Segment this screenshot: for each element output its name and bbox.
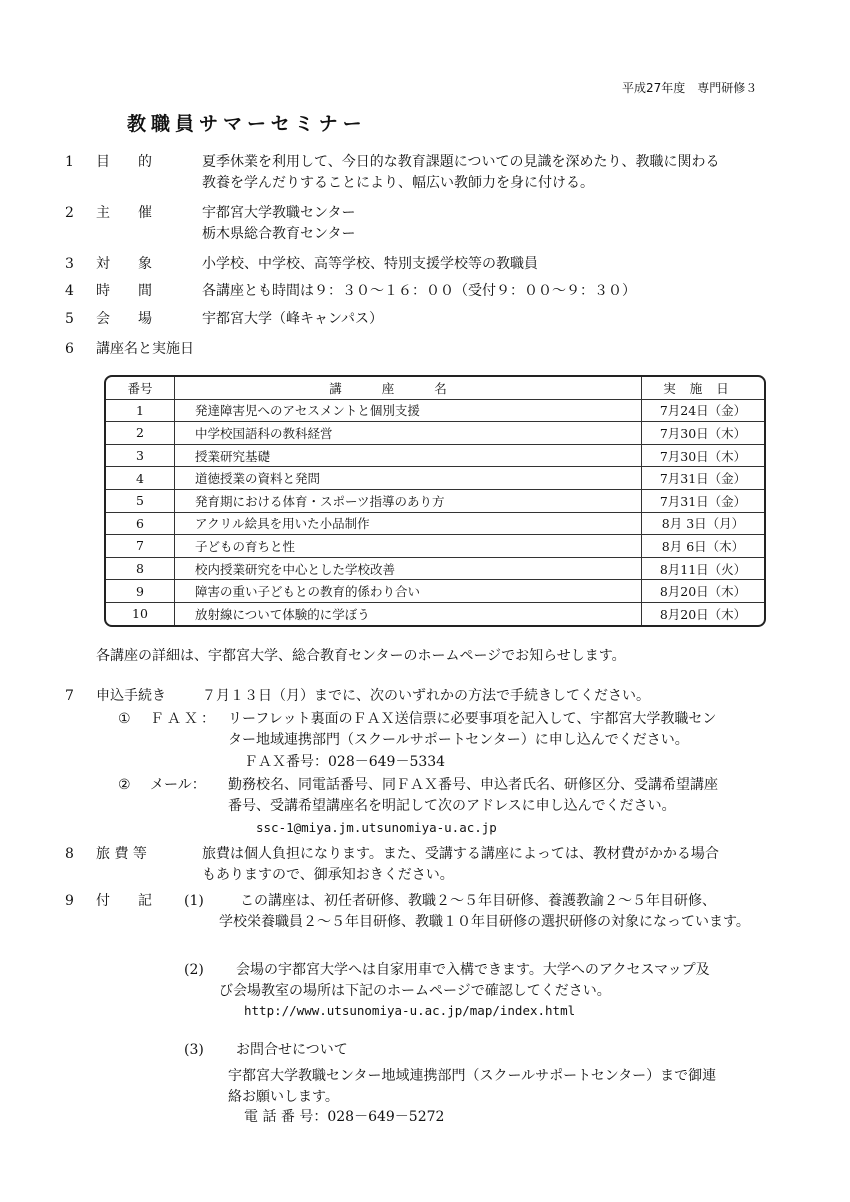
section-9-label: 付 記 <box>96 893 152 909</box>
section-2-label: 主 催 <box>96 205 152 221</box>
section-1-label: 目 的 <box>96 154 152 170</box>
course-name: 発育期における体育・スポーツ指導のあり方 <box>175 490 642 513</box>
fax-instructions-line: ター地域連携部門（スクールサポートセンター）に申し込んでください。 <box>228 732 689 748</box>
email-label: メール： <box>150 777 206 793</box>
course-number: 8 <box>106 558 175 581</box>
section-1-text-line: 夏季休業を利用して、今日的な教育課題についての見識を深めたり、教職に関わる <box>202 154 720 170</box>
course-details-note: 各講座の詳細は、宇都宮大学、総合教育センターのホームページでお知らせします。 <box>96 648 626 664</box>
course-number: 5 <box>106 490 175 513</box>
note-1-line: この講座は、初任者研修、教職２～５年目研修、養護教諭２～５年目研修、 <box>240 893 716 909</box>
table-row <box>106 603 764 625</box>
travel-cost-line: 旅費は個人負担になります。また、受講する講座によっては、教材費がかかる場合 <box>202 846 719 862</box>
section-8-number: 8 <box>65 846 74 862</box>
section-3-number: 3 <box>65 256 74 272</box>
section-9-number: 9 <box>65 893 74 909</box>
course-name: 障害の重い子どもとの教育的係わり合い <box>175 580 642 603</box>
section-6-number: 6 <box>65 341 74 357</box>
course-number: 9 <box>106 580 175 603</box>
table-header-row <box>106 377 764 400</box>
section-7-label: 申込手続き <box>96 688 166 704</box>
email-instructions-line: 勤務校名、同電話番号、同ＦＡＸ番号、申込者氏名、研修区分、受講希望講座 <box>228 777 718 793</box>
section-6-label: 講座名と実施日 <box>96 341 194 357</box>
course-name: 校内授業研究を中心とした学校改善 <box>175 558 642 581</box>
section-5-number: 5 <box>65 311 74 327</box>
course-number: 10 <box>106 603 175 625</box>
course-name: 道徳授業の資料と発問 <box>175 467 642 490</box>
campus-map-url: http://www.utsunomiya-u.ac.jp/map/index.html <box>244 1003 576 1018</box>
table-row <box>106 535 764 558</box>
course-code-label: 平成27年度 専門研修３ <box>622 81 758 95</box>
course-name: 中学校国語科の教科経営 <box>175 422 642 445</box>
travel-cost-line: もありますので、御承知おきください。 <box>202 867 454 883</box>
note-2-line: び会場教室の場所は下記のホームページで確認してください。 <box>219 983 611 999</box>
note-1-marker: (1) <box>184 893 204 909</box>
course-name: 子どもの育ちと性 <box>175 535 642 558</box>
note-3-line: 宇都宮大学教職センター地域連携部門（スクールサポートセンター）まで御連 <box>228 1068 717 1084</box>
organizer-line: 宇都宮大学教職センター <box>202 205 356 221</box>
email-address: ssc-1@miya.jm.utsunomiya-u.ac.jp <box>256 820 497 835</box>
table-row <box>106 400 764 423</box>
section-7-number: 7 <box>65 688 74 704</box>
course-date: 7月30日（木） <box>642 422 764 445</box>
course-name: 放射線について体験的に学ぼう <box>175 603 642 625</box>
course-date: 7月24日（金） <box>642 400 764 423</box>
course-name: アクリル絵具を用いた小品制作 <box>175 513 642 536</box>
course-name: 授業研究基礎 <box>175 445 642 468</box>
fax-label: ＦＡＸ： <box>150 711 218 727</box>
fax-marker: ① <box>118 711 131 727</box>
column-header-number: 番号 <box>106 377 175 400</box>
section-4-number: 4 <box>65 283 74 299</box>
table-row <box>106 490 764 513</box>
note-3-heading: お問合せについて <box>236 1042 348 1058</box>
table-row <box>106 558 764 581</box>
page-title: 教職員サマーセミナー <box>127 113 367 135</box>
course-table <box>104 375 766 627</box>
application-deadline-text: ７月１３日（月）までに、次のいずれかの方法で手続きしてください。 <box>202 688 650 704</box>
time-text: 各講座とも時間は９：３０～１６：００（受付９：００～９：３０） <box>202 283 636 299</box>
note-3-line: 絡お願いします。 <box>228 1089 339 1105</box>
fax-instructions-line: リーフレット裏面のＦＡＸ送信票に必要事項を記入して、宇都宮大学教職セン <box>228 711 717 727</box>
email-marker: ② <box>118 777 131 793</box>
email-instructions-line: 番号、受講希望講座名を明記して次のアドレスに申し込んでください。 <box>228 798 676 814</box>
course-number: 6 <box>106 513 175 536</box>
table-row <box>106 580 764 603</box>
column-header-date: 実施日 <box>642 377 764 400</box>
note-2-marker: (2) <box>184 962 204 978</box>
fax-number: ＦＡＸ番号：028－649－5334 <box>244 754 446 770</box>
section-1-text-line: 教養を学んだりすることにより、幅広い教師力を身に付ける。 <box>202 175 594 191</box>
course-date: 7月31日（金） <box>642 490 764 513</box>
section-5-label: 会 場 <box>96 311 152 327</box>
course-date: 8月20日（木） <box>642 580 764 603</box>
course-number: 3 <box>106 445 175 468</box>
section-8-label: 旅 費 等 <box>96 846 147 862</box>
course-date: 7月31日（金） <box>642 467 764 490</box>
venue-text: 宇都宮大学（峰キャンパス） <box>202 311 384 327</box>
contact-phone: 電 話 番 号：028－649－5272 <box>244 1109 445 1125</box>
course-name: 発達障害児へのアセスメントと個別支援 <box>175 400 642 423</box>
course-date: 8月20日（木） <box>659 606 747 622</box>
course-date: 8月11日（火） <box>642 558 764 581</box>
note-2-line: 会場の宇都宮大学へは自家用車で入構できます。大学へのアクセスマップ及 <box>236 962 710 978</box>
course-date: 7月30日（木） <box>642 445 764 468</box>
note-1-line: 学校栄養職員２～５年目研修、教職１０年目研修の選択研修の対象になっています。 <box>219 914 750 930</box>
section-2-number: 2 <box>65 205 74 221</box>
organizer-line: 栃木県総合教育センター <box>202 226 356 242</box>
column-header-course-name: 講座名 <box>175 377 642 400</box>
section-3-label: 対 象 <box>96 256 152 272</box>
note-3-marker: (3) <box>184 1042 204 1058</box>
course-number: 4 <box>106 467 175 490</box>
course-date: 8月 6日（木） <box>642 535 764 558</box>
target-text: 小学校、中学校、高等学校、特別支援学校等の教職員 <box>202 256 538 272</box>
course-number: 1 <box>106 400 175 423</box>
table-row <box>106 422 764 445</box>
table-row <box>106 513 764 536</box>
course-date: 8月 3日（月） <box>642 513 764 536</box>
section-4-label: 時 間 <box>96 283 152 299</box>
course-number: 7 <box>106 535 175 558</box>
table-row <box>106 445 764 468</box>
table-row <box>106 467 764 490</box>
section-1-number: 1 <box>65 154 74 170</box>
course-number: 2 <box>106 422 175 445</box>
